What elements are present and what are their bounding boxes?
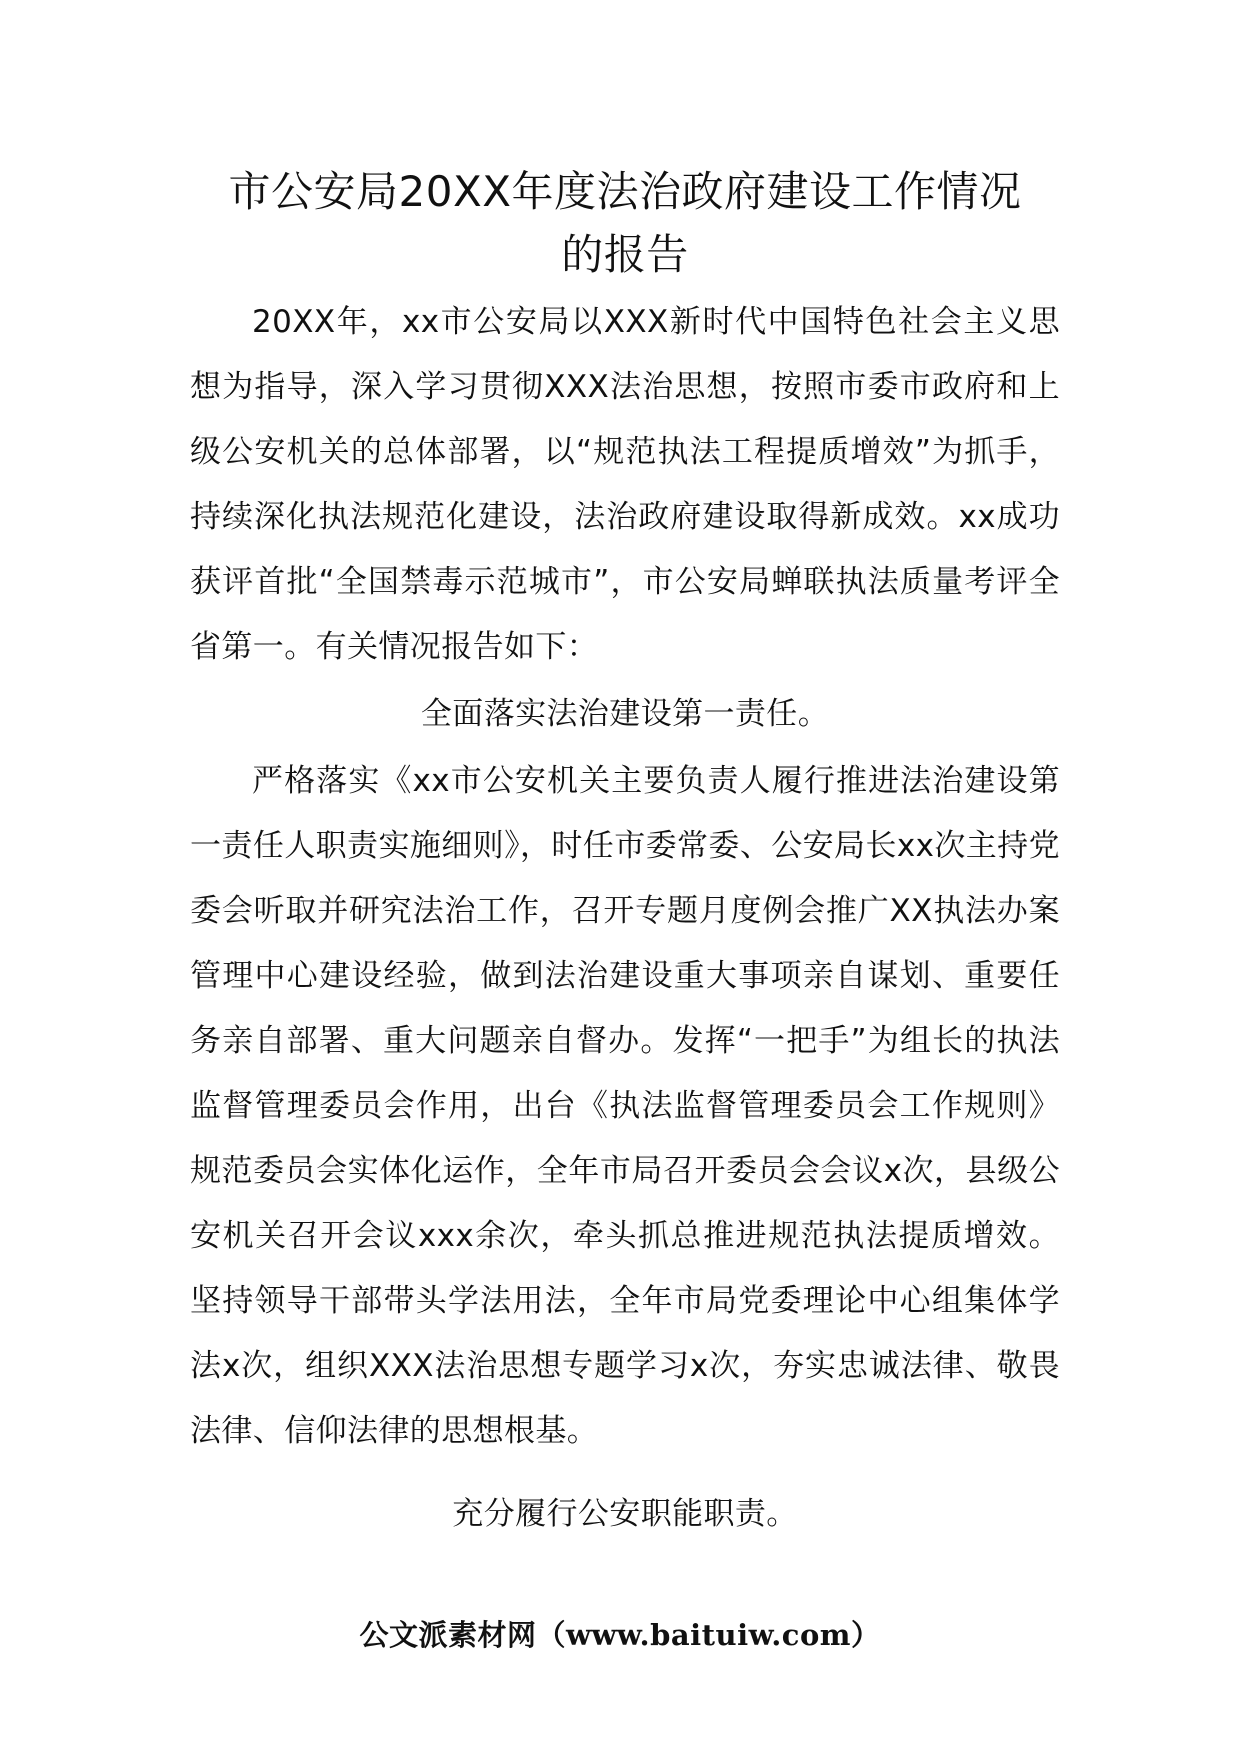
section-heading-2: 充分履行公安职能职责。 [452,1496,798,1532]
intro-paragraph: 20XX年，xx市公安局以XXX新时代中国特色社会主义思想为指导，深入学习贯彻XXX法治思想，按照市委市政府和上级公安机关的总体部署，以“规范执法工程提质增效”为抓手，持续深化执法规范化建设，法治政府建设取得新成效。xx成功获评首批“全国禁毒示范城市”，市公安局蝉联执法质量考评全省第一。有关情况报告如下： [190,304,1060,665]
document-page [190,160,1060,1547]
title-line-1: 市公安局20XX年度法治政府建设工作情况 [228,167,1022,216]
section-1-paragraph: 严格落实《xx市公安机关主要负责人履行推进法治建设第一责任人职责实施细则》，时任市委常委、公安局长xx次主持党委会听取并研究法治工作，召开专题月度例会推广XX执法办案管理中心建设经验，做到法治建设重大事项亲自谋划、重要任务亲自部署、重大问题亲自督办。发挥“一把手”为组长的执法监督管理委员会作用，出台《执法监督管理委员会工作规则》规范委员会实体化运作，全年市局召开委员会会议x次，县级公安机关召开会议xxx余次，牵头抓总推进规范执法提质增效。坚持领导干部带头学法用法，全年市局党委理论中心组集体学法x次，组织XXX法治思想专题学习x次，夯实忠诚法律、敬畏法律、信仰法律的思想根基。 [190,763,1060,1449]
title-line-2: 的报告 [561,230,689,279]
document-title [190,160,1060,286]
section-heading-1: 全面落实法治建设第一责任。 [420,696,830,732]
footer-watermark: 公文派素材网（www.baituiw.com） [359,1618,881,1652]
